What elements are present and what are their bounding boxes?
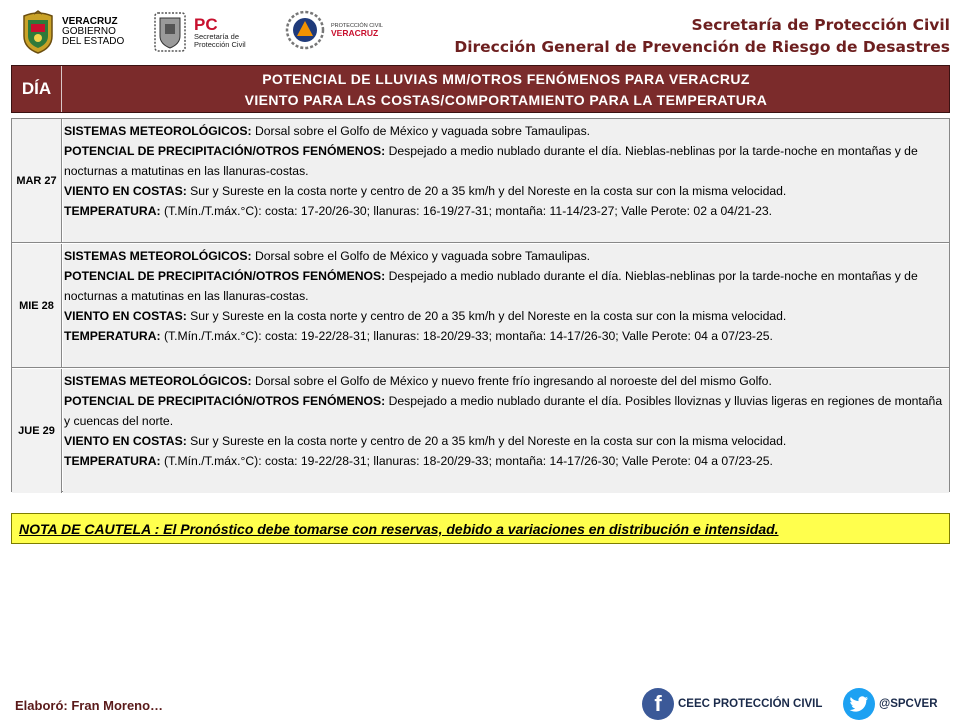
facebook-icon: f xyxy=(642,688,674,720)
wind-text: Sur y Sureste en la costa norte y centro de 20 a 35 km/h y del Noreste en la costa sur con la misma velocidad. xyxy=(186,309,787,323)
civil-protection-triangle-icon xyxy=(285,10,325,50)
veracruz-logo-text xyxy=(62,17,124,47)
temperature-label: TEMPERATURA: xyxy=(64,204,161,218)
facebook-label: CEEC PROTECCIÓN CIVIL xyxy=(678,698,823,710)
forecast-day: MIE 28 xyxy=(12,244,62,367)
systems-label: SISTEMAS METEOROLÓGICOS: xyxy=(64,249,252,263)
forecast-table xyxy=(11,118,950,492)
wind-entry xyxy=(64,306,947,326)
temperature-entry xyxy=(64,451,947,471)
temperature-label: TEMPERATURA: xyxy=(64,329,161,343)
veracruz-logo-line2: GOBIERNO xyxy=(62,26,116,37)
author-credit: Elaboró: Fran Moreno… xyxy=(15,698,164,713)
forecast-title-line1: POTENCIAL DE LLUVIAS MM/OTROS FENÓMENOS PARA VERACRUZ xyxy=(262,71,750,87)
organization-name: Secretaría de Protección Civil xyxy=(691,16,950,34)
forecast-title xyxy=(63,69,949,111)
precipitation-text: Despejado a medio nublado durante el día. Posibles lloviznas y lluvias ligeras en regiones de montaña y cuencas del norte. xyxy=(64,394,943,428)
pc-logo-line2: Protección Civil xyxy=(194,39,246,49)
pc-logo xyxy=(152,10,246,54)
wind-label: VIENTO EN COSTAS: xyxy=(64,309,187,323)
systems-text: Dorsal sobre el Golfo de México y nuevo frente frío ingresando al noroeste del del mismo Golfo. xyxy=(251,374,772,388)
pcv-logo-line1: PROTECCIÓN CIVIL xyxy=(331,22,383,29)
caution-note-text: NOTA DE CAUTELA : El Pronóstico debe tomarse con reservas, debido a variaciones en distribución e intensidad. xyxy=(19,520,779,537)
systems-entry xyxy=(64,371,947,391)
pc-shield-icon xyxy=(152,10,188,54)
systems-entry xyxy=(64,121,947,141)
precipitation-text: Despejado a medio nublado durante el día. Nieblas-neblinas por la tarde-noche en montañas y de nocturnas a matutinas en las llanuras-costas. xyxy=(64,144,918,178)
caution-note xyxy=(11,513,950,544)
forecast-row xyxy=(12,244,949,368)
wind-label: VIENTO EN COSTAS: xyxy=(64,434,187,448)
temperature-text: (T.Mín./T.máx.°C): costa: 17-20/26-30; llanuras: 16-19/27-31; montaña: 11-14/23-27; Valle Perote: 02 a 04/21-23. xyxy=(160,204,773,218)
twitter-label: @SPCVER xyxy=(879,698,938,710)
forecast-title-bar xyxy=(11,65,950,113)
veracruz-logo-line1: VERACRUZ xyxy=(62,16,118,27)
directorate-name: Dirección General de Prevención de Riesgo de Desastres xyxy=(454,38,950,56)
pc-logo-line1: Secretaría de xyxy=(194,31,240,41)
proteccion-civil-veracruz-logo xyxy=(285,10,383,50)
twitter-icon xyxy=(843,688,875,720)
wind-entry xyxy=(64,431,947,451)
twitter-link[interactable] xyxy=(843,688,938,720)
temperature-label: TEMPERATURA: xyxy=(64,454,161,468)
forecast-day: MAR 27 xyxy=(12,119,62,242)
forecast-title-line2: VIENTO PARA LAS COSTAS/COMPORTAMIENTO PARA LA TEMPERATURA xyxy=(244,92,768,108)
wind-text: Sur y Sureste en la costa norte y centro de 20 a 35 km/h y del Noreste en la costa sur con la misma velocidad. xyxy=(186,184,787,198)
pcv-logo-line2: VERACRUZ xyxy=(331,27,379,38)
veracruz-logo xyxy=(20,10,124,54)
systems-entry xyxy=(64,246,947,266)
temperature-entry xyxy=(64,326,947,346)
forecast-details xyxy=(63,369,949,493)
systems-text: Dorsal sobre el Golfo de México y vaguada sobre Tamaulipas. xyxy=(251,124,591,138)
day-column-header: DÍA xyxy=(12,66,62,112)
systems-label: SISTEMAS METEOROLÓGICOS: xyxy=(64,374,252,388)
temperature-text: (T.Mín./T.máx.°C): costa: 19-22/28-31; llanuras: 18-20/29-33; montaña: 14-17/26-30; Valle Perote: 04 a 07/23-25. xyxy=(160,329,773,343)
precipitation-label: POTENCIAL DE PRECIPITACIÓN/OTROS FENÓMENOS: xyxy=(64,269,386,283)
forecast-row xyxy=(12,119,949,243)
systems-text: Dorsal sobre el Golfo de México y vaguada sobre Tamaulipas. xyxy=(251,249,591,263)
forecast-row xyxy=(12,369,949,493)
pc-logo-big: PC xyxy=(194,14,218,34)
wind-entry xyxy=(64,181,947,201)
wind-label: VIENTO EN COSTAS: xyxy=(64,184,187,198)
temperature-text: (T.Mín./T.máx.°C): costa: 19-22/28-31; llanuras: 18-20/29-33; montaña: 14-17/26-30; Valle Perote: 04 a 07/23-25. xyxy=(160,454,773,468)
pcv-logo-text xyxy=(331,23,383,38)
precipitation-entry xyxy=(64,391,947,431)
page-header xyxy=(0,0,960,62)
precipitation-label: POTENCIAL DE PRECIPITACIÓN/OTROS FENÓMENOS: xyxy=(64,144,386,158)
veracruz-shield-icon xyxy=(20,10,56,54)
organization-block xyxy=(454,14,950,58)
facebook-link[interactable] xyxy=(642,688,822,720)
forecast-details xyxy=(63,244,949,367)
precipitation-label: POTENCIAL DE PRECIPITACIÓN/OTROS FENÓMENOS: xyxy=(64,394,386,408)
forecast-day: JUE 29 xyxy=(12,369,62,493)
precipitation-entry xyxy=(64,141,947,181)
precipitation-entry xyxy=(64,266,947,306)
temperature-entry xyxy=(64,201,947,221)
forecast-details xyxy=(63,119,949,242)
systems-label: SISTEMAS METEOROLÓGICOS: xyxy=(64,124,252,138)
precipitation-text: Despejado a medio nublado durante el día. Nieblas-neblinas por la tarde-noche en montañas y de nocturnas a matutinas en las llanuras-costas. xyxy=(64,269,918,303)
veracruz-logo-line3: DEL ESTADO xyxy=(62,36,125,47)
wind-text: Sur y Sureste en la costa norte y centro de 20 a 35 km/h y del Noreste en la costa sur con la misma velocidad. xyxy=(186,434,787,448)
pc-logo-text xyxy=(194,16,246,49)
